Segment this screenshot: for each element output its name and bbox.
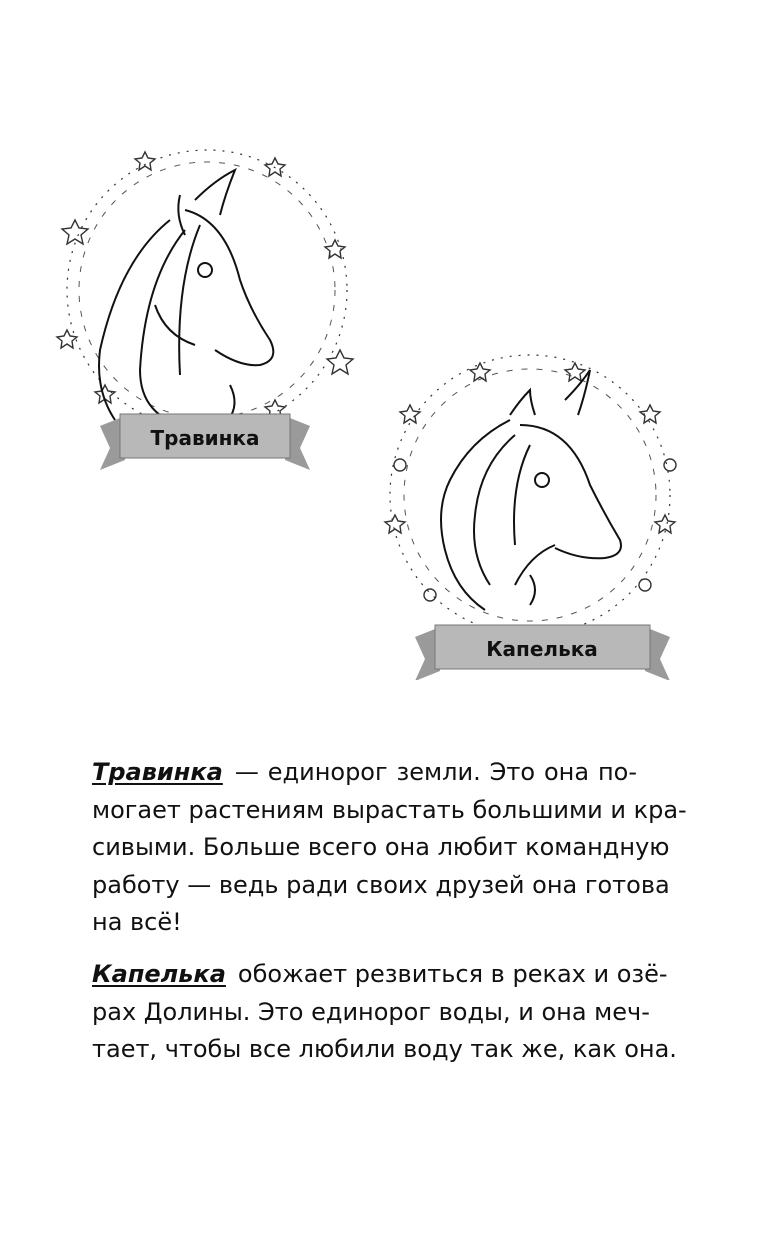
paragraph-line — [92, 754, 637, 792]
paragraph-line: работу — ведь ради своих друзей она готова — [92, 870, 670, 899]
kapelka-banner-label: Капелька — [486, 637, 598, 661]
paragraph-line: рах Долины. Это единорог воды, и она меч- — [92, 997, 650, 1026]
paragraph-line: на всё! — [92, 908, 182, 936]
kapelka-description — [92, 956, 677, 1069]
character-name-kapelka: Капелька — [92, 960, 226, 988]
paragraph-line: тает, чтобы все любили воду так же, как она. — [92, 1035, 677, 1063]
paragraph-line: могает растениям вырастать большими и кра- — [92, 795, 687, 824]
line-text: обожает резвиться в реках и озё- — [237, 960, 668, 988]
travinka-description — [92, 754, 687, 942]
travinka-illustration — [45, 130, 365, 470]
paragraph-line: сивыми. Больше всего она любит командную — [92, 833, 670, 861]
character-name-travinka: Травинка — [92, 758, 223, 786]
kapelka-illustration — [370, 345, 700, 680]
travinka-unicorn-portrait — [45, 130, 365, 470]
travinka-banner-label: Травинка — [150, 426, 260, 450]
kapelka-unicorn-portrait — [370, 345, 700, 680]
line-text: — единорог земли. Это она по- — [234, 758, 637, 786]
paragraph-line — [92, 956, 668, 994]
